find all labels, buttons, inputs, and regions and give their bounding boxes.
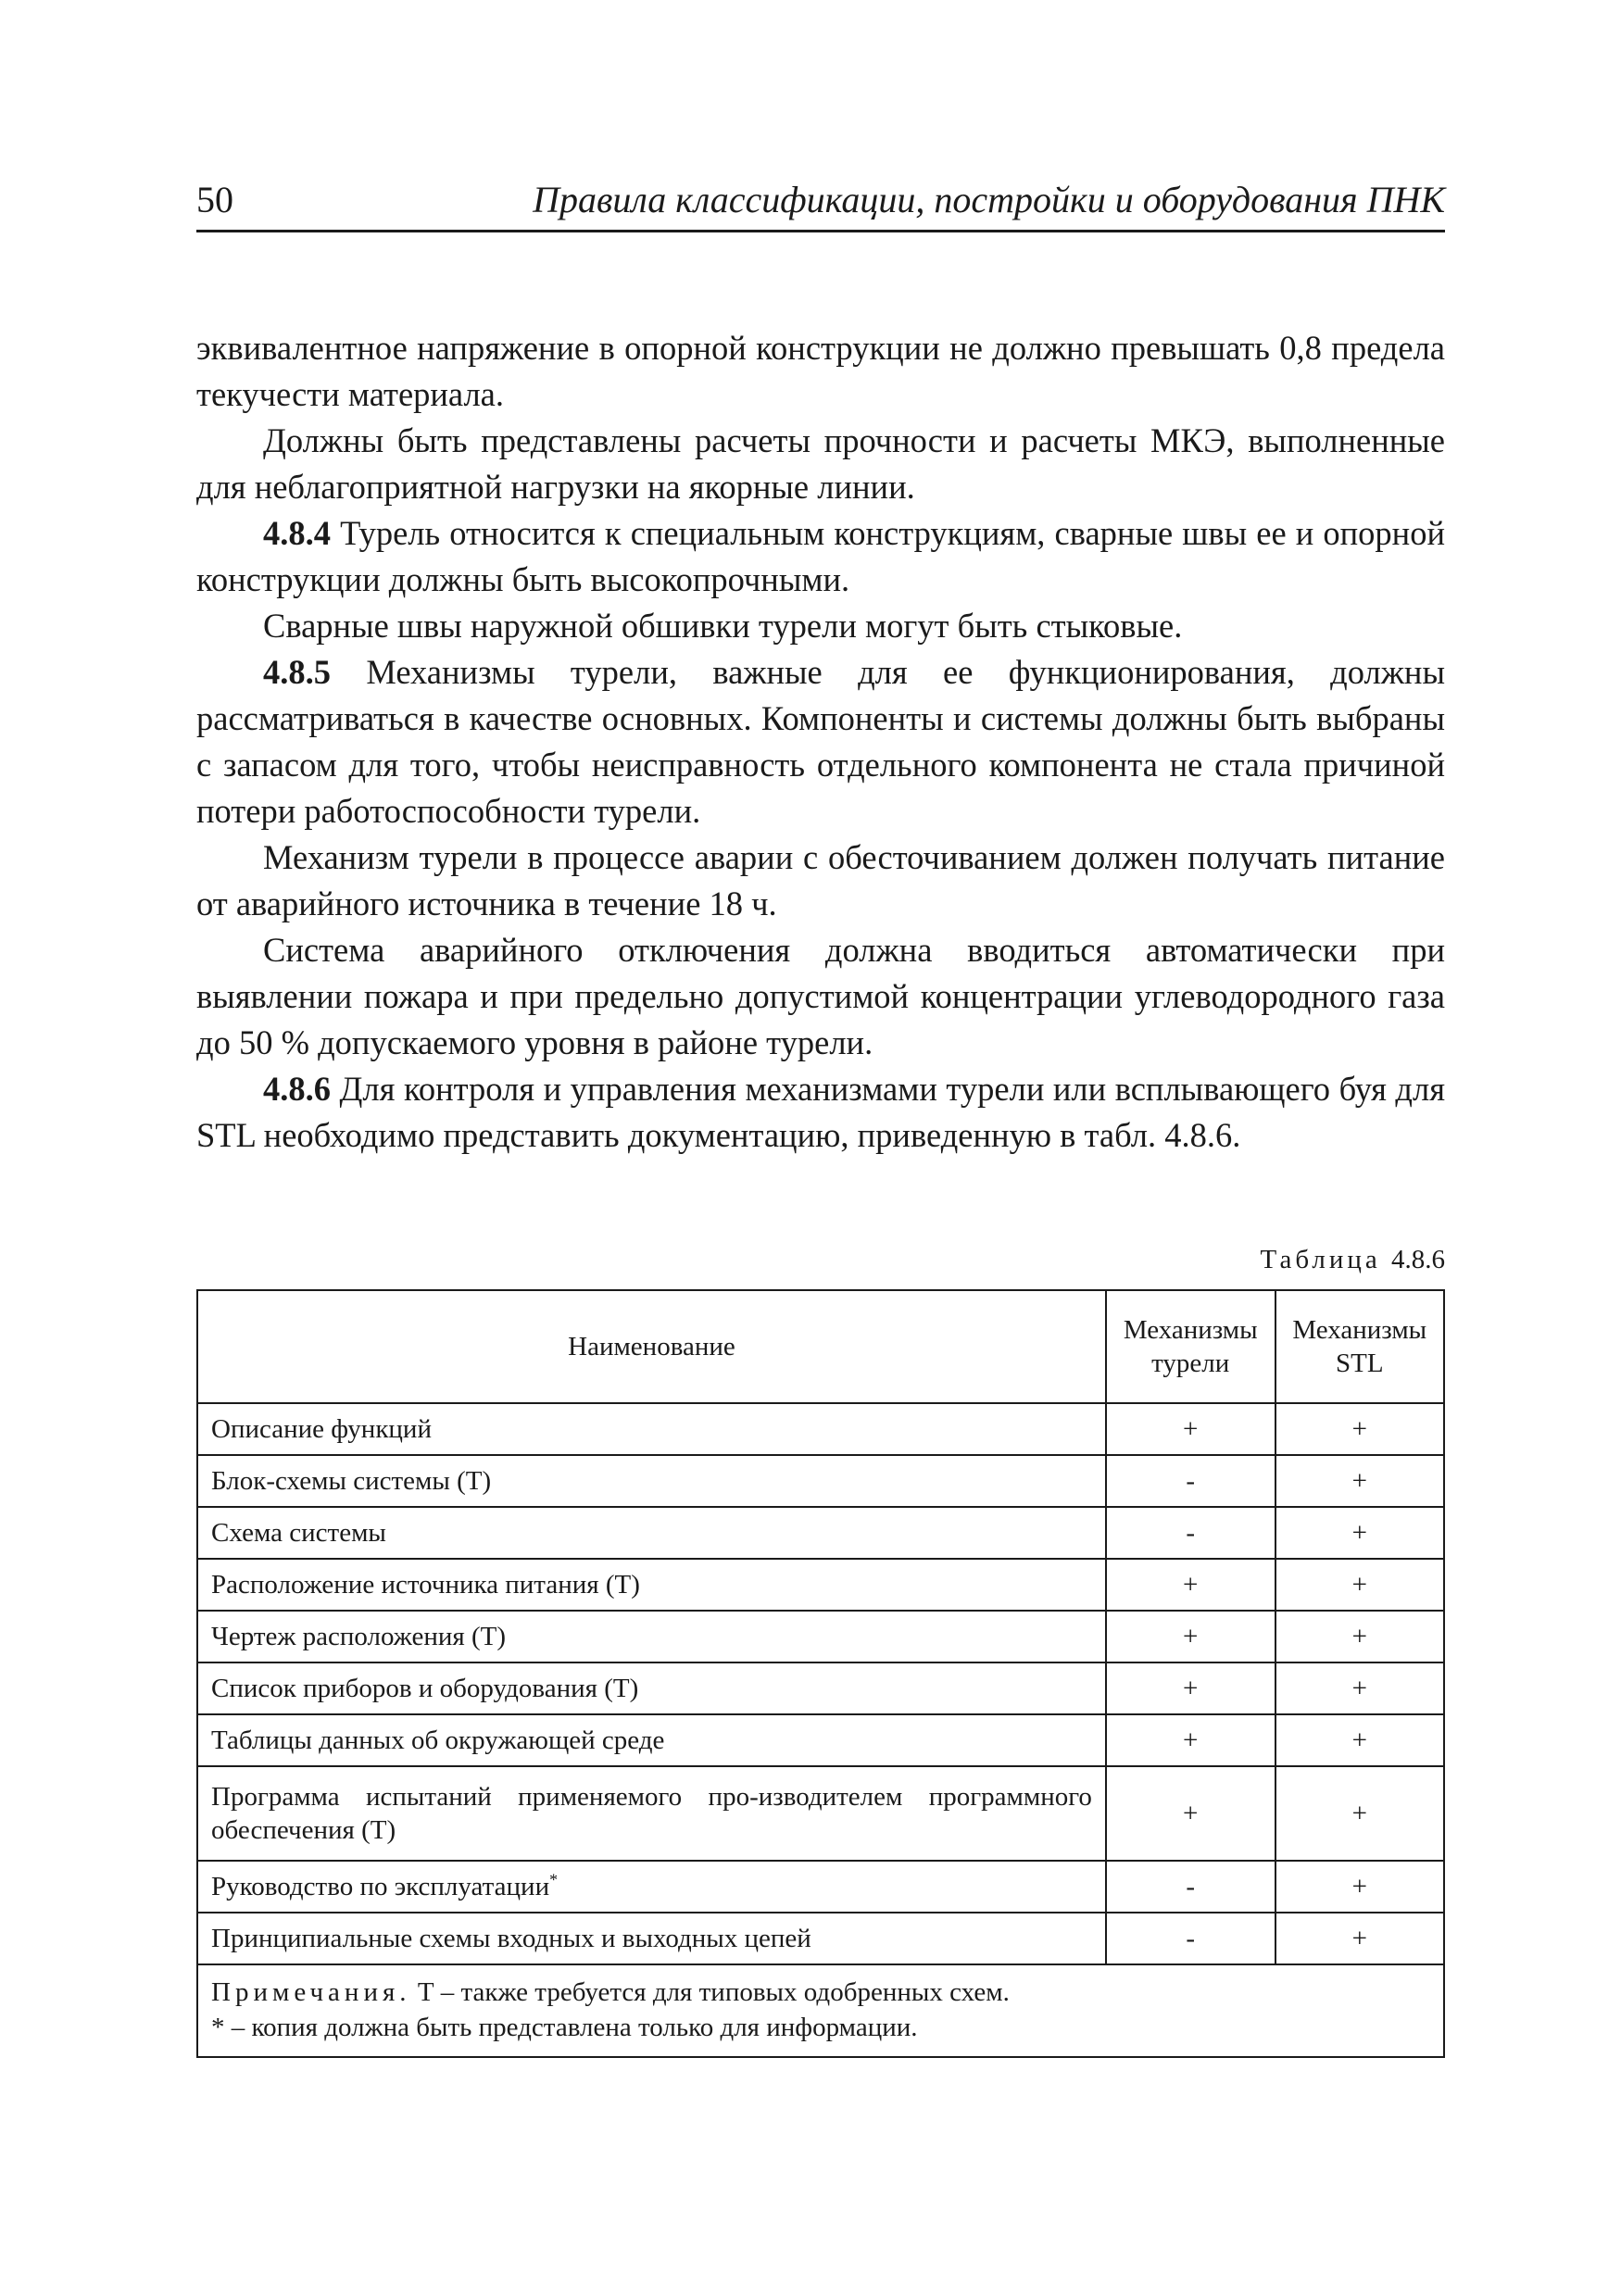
turret-mark: + [1106,1766,1275,1861]
row-name: Схема системы [197,1507,1106,1559]
stl-mark: + [1275,1913,1444,1964]
notes-line1: Т – также требуется для типовых одобренных схем. [417,1977,1010,2007]
table-row [197,1455,1444,1507]
table-row [197,1861,1444,1913]
stl-mark: + [1275,1766,1444,1861]
paragraph-4-8-5 [196,649,1445,834]
paragraph-text: Сварные швы наружной обшивки турели могут быть стыковые. [263,607,1183,645]
turret-mark: + [1106,1662,1275,1714]
row-name: Расположение источника питания (Т) [197,1559,1106,1611]
clause-number: 4.8.5 [263,653,331,691]
column-header-stl [1275,1290,1444,1403]
paragraph-text: Механизмы турели, важные для ее функционирования, должны рассматриваться в качестве основных. Компоненты и системы должны быть выбраны с запасом для того, чтобы неисправность отдельного компонента не стала причиной потери работоспособности турели. [196,653,1445,830]
paragraph-4-8-4 [196,510,1445,603]
paragraph-text: Механизм турели в процессе аварии с обесточиванием должен получать питание от аварийного источника в течение 18 ч. [196,838,1445,922]
paragraph [196,834,1445,927]
row-name: Принципиальные схемы входных и выходных цепей [197,1913,1106,1964]
table-row [197,1913,1444,1964]
stl-mark: + [1275,1611,1444,1662]
row-name: Руководство по эксплуатации [211,1872,550,1901]
row-name: Блок-схемы системы (Т) [197,1455,1106,1507]
paragraph-4-8-6 [196,1066,1445,1159]
table-row [197,1662,1444,1714]
paragraph-text: Для контроля и управления механизмами турели или всплывающего буя для STL необходимо представить документацию, приведенную в табл. 4.8.6. [196,1070,1445,1154]
column-header-turret [1106,1290,1275,1403]
stl-mark: + [1275,1455,1444,1507]
column-header-stl-line1: Механизмы [1292,1315,1427,1345]
row-name: Чертеж расположения (Т) [197,1611,1106,1662]
running-title: Правила классификации, постройки и оборудования ПНК [533,179,1445,220]
stl-mark: + [1275,1861,1444,1913]
table-row [197,1611,1444,1662]
page-number: 50 [196,179,233,220]
page-header [196,174,1445,232]
table-caption-number: 4.8.6 [1391,1245,1445,1274]
stl-mark: + [1275,1559,1444,1611]
row-name: Программа испытаний применяемого про-изводителем программного обеспечения (Т) [197,1766,1106,1861]
paragraph [196,603,1445,649]
table-caption-word: Таблица [1260,1245,1381,1274]
table-row [197,1714,1444,1766]
table-row [197,1766,1444,1861]
table-header-row [197,1290,1444,1403]
paragraph-text: Должны быть представлены расчеты прочности и расчеты МКЭ, выполненные для неблагоприятной нагрузки на якорные линии. [196,421,1445,506]
table-notes [197,1964,1444,2057]
turret-mark: - [1106,1861,1275,1913]
clause-number: 4.8.4 [263,514,331,552]
paragraph [196,418,1445,510]
clause-number: 4.8.6 [263,1070,331,1108]
turret-mark: - [1106,1455,1275,1507]
column-header-name: Наименование [197,1290,1106,1403]
stl-mark: + [1275,1662,1444,1714]
row-name: Описание функций [197,1403,1106,1455]
paragraph [196,325,1445,418]
documentation-table [196,1289,1445,2058]
row-name: Таблицы данных об окружающей среде [197,1714,1106,1766]
paragraph [196,927,1445,1066]
stl-mark: + [1275,1403,1444,1455]
notes-label: Примечания. [211,1977,411,2007]
column-header-turret-line1: Механизмы [1123,1315,1258,1345]
table-row [197,1507,1444,1559]
footnote-marker: * [549,1870,559,1889]
turret-mark: + [1106,1403,1275,1455]
paragraph-text: Турель относится к специальным конструкциям, сварные швы ее и опорной конструкции должны быть высокопрочными. [196,514,1445,598]
column-header-turret-line2: турели [1151,1349,1230,1378]
turret-mark: + [1106,1611,1275,1662]
turret-mark: - [1106,1507,1275,1559]
notes-line2: * – копия должна быть представлена только для информации. [211,2013,918,2042]
table-notes-row [197,1964,1444,2057]
row-name-cell [197,1861,1106,1913]
table-row [197,1559,1444,1611]
turret-mark: + [1106,1559,1275,1611]
paragraph-text: эквивалентное напряжение в опорной конструкции не должно превышать 0,8 предела текучести материала. [196,329,1445,413]
body-text [196,325,1445,1159]
paragraph-text: Система аварийного отключения должна вводиться автоматически при выявлении пожара и при предельно допустимой концентрации углеводородного газа до 50 % допускаемого уровня в районе турели. [196,931,1445,1061]
table-caption [1260,1243,1445,1276]
table-row [197,1403,1444,1455]
stl-mark: + [1275,1714,1444,1766]
turret-mark: - [1106,1913,1275,1964]
turret-mark: + [1106,1714,1275,1766]
stl-mark: + [1275,1507,1444,1559]
row-name: Список приборов и оборудования (Т) [197,1662,1106,1714]
column-header-stl-line2: STL [1335,1349,1384,1378]
